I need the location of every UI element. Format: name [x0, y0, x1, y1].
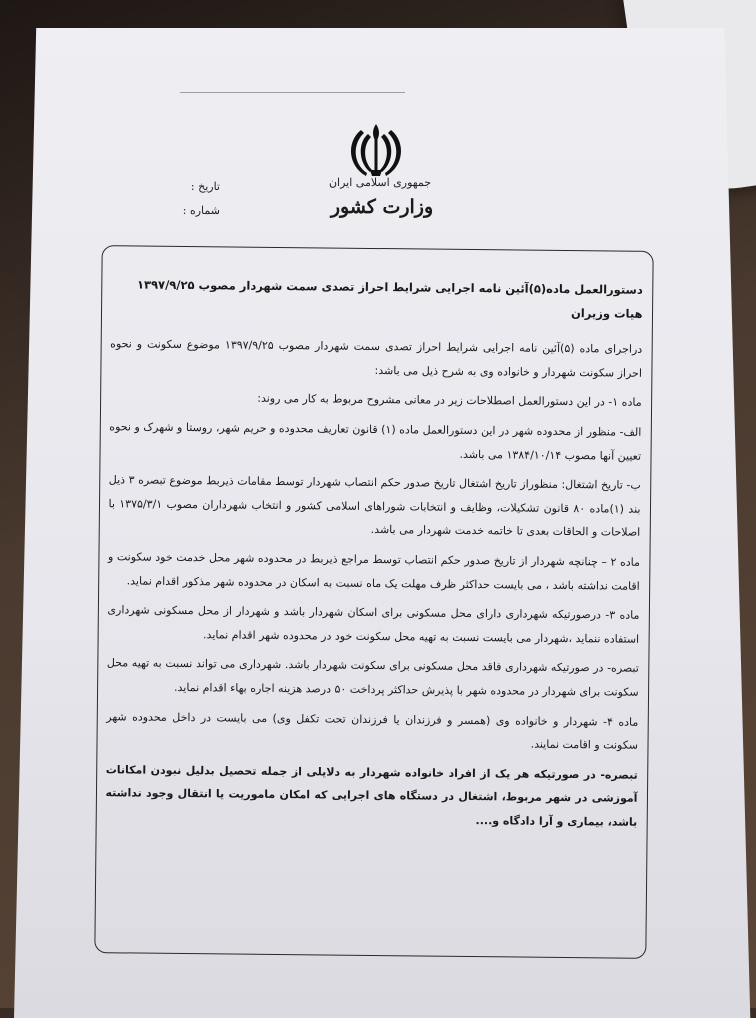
paragraph-intro: دراجرای ماده (۵)آئین نامه اجرایی شرایط احراز تصدی سمت شهردار مصوب ۱۳۹۷/۹/۲۵ موضوع سکونت و نحوه احراز سکونت شهردار و خانواده وی به شرح ذیل می باشد: [110, 337, 643, 380]
document-title: دستورالعمل ماده(۵)آئین نامه اجرایی شرایط احراز تصدی سمت شهردار مصوب ۱۳۹۷/۹/۲۵ هیات وزیران [136, 277, 643, 321]
document-body [105, 273, 643, 840]
paragraph-note-4: تبصره- در صورتیکه هر یک از افراد خانواده شهردار به دلایلی از جمله تحصیل بدلیل نبودن امکانات آموزشی در شهر مربوط، اشتغال در دستگاه های اجرایی که امکان ماموریت یا انتقال وجود نداشته باشد، بیماری و آرا دادگاه و.... [105, 762, 638, 829]
top-rule [180, 92, 405, 93]
paragraph-article-2: ماده ۲ – چنانچه شهردار از تاریخ صدور حکم انتصاب توسط مراجع ذیربط در محدوده شهر محل خدمت خود سکونت و اقامت نداشته باشد ، می بایست حداکثر ظرف مهلت یک ماه نسبت به اسکان در محدوده شهر مذکور اقدام نماید. [107, 550, 641, 593]
paragraph-article-1: ماده ۱- در این دستورالعمل اصطلاحات زیر در معانی مشروح مربوط به کار می روند: [257, 392, 642, 410]
paragraph-article-4: ماده ۴- شهردار و خانواده وی (همسر و فرزندان یا فرزندان تحت تکفل وی) می بایست در داخل محدوده شهر سکونت و اقامت نمایند. [106, 709, 639, 752]
date-label: تاریخ : [190, 180, 220, 193]
paragraph-clause-a: الف- منظور از محدوده شهر در این دستورالعمل ماده (۱) قانون تعاریف محدوده و حریم شهر، روستا و شهرک و نحوه تعیین آنها مصوب ۱۳۸۴/۱۰/۱۴ می باشد. [109, 420, 642, 463]
number-label: شماره : [182, 204, 220, 217]
republic-label: جمهوری اسلامی ایران [328, 176, 432, 189]
paragraph-note-3: تبصره- در صورتیکه شهرداری فاقد محل مسکونی برای سکونت شهردار باشد. شهرداری می تواند نسبت به تهیه محل سکونت برای شهردار در محدوده شهر با پذیرش حداکثر پرداخت ۵۰ درصد هزینه اجاره بهاء اقدام نماید. [106, 656, 639, 699]
ministry-label: وزارت کشور [330, 196, 434, 218]
paragraph-clause-b: ب- تاریخ اشتغال: منظوراز تاریخ اشتغال تاریخ صدور حکم انتصاب شهردار توسط مقامات ذیربط موضوع تبصره ۳ ذیل بند (۱)ماده ۸۰ قانون تشکیلات، وظایف و انتخابات شوراهای اسلامی کشور و انتخاب شهرداران مصوب ۱۳۷۵/۳/۱ با اصلاحات و الحاقات بعدی تا خاتمه خدمت شهردار می باشد. [108, 473, 641, 540]
paragraph-article-3: ماده ۳- درصورتیکه شهرداری دارای محل مسکونی برای اسکان شهردار باشد و شهردار از محل مسکونی شهرداری استفاده ننماید ،شهردار می بایست نسبت به تهیه محل سکونت خود در محدوده شهر اقدام نماید. [107, 603, 640, 646]
iran-emblem-icon [344, 120, 408, 180]
